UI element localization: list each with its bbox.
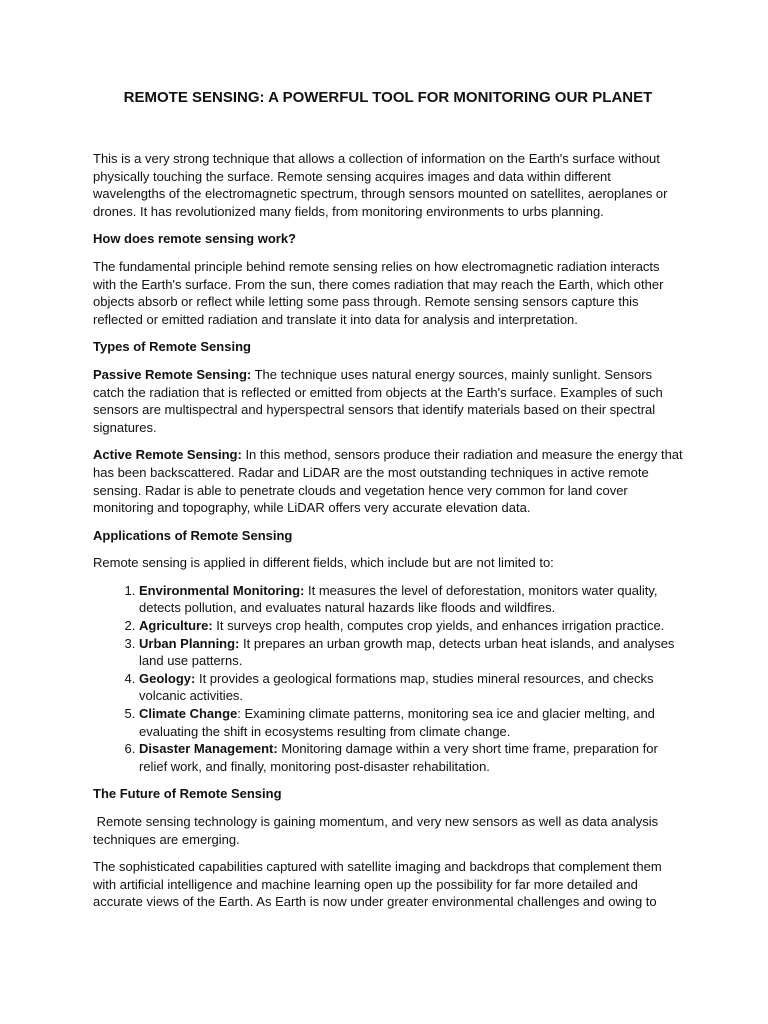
list-item-text: : Examining climate patterns, monitoring sea ice and glacier melting, and evaluating the shift in ecosystems resulting from climate change. bbox=[139, 706, 655, 739]
list-item-term: Geology: bbox=[139, 670, 196, 686]
how-heading: How does remote sensing work? bbox=[93, 231, 296, 247]
applications-heading: Applications of Remote Sensing bbox=[93, 527, 293, 543]
list-item-text: Monitoring damage within a very short time frame, preparation for relief work, and finally, monitoring post-disaster rehabilitation. bbox=[139, 741, 658, 774]
future-heading: The Future of Remote Sensing bbox=[93, 786, 282, 802]
list-item-term: Agriculture: bbox=[139, 618, 213, 634]
document-page bbox=[93, 88, 683, 921]
list-item-term: Climate Change bbox=[139, 706, 238, 722]
document-title: REMOTE SENSING: A POWERFUL TOOL FOR MONITORING OUR PLANET bbox=[123, 89, 653, 106]
applications-list bbox=[93, 582, 683, 776]
active-paragraph bbox=[93, 446, 683, 516]
passive-text: The technique uses natural energy sources, mainly sunlight. Sensors catch the radiation that is reflected or emitted from objects at the Earth's surface. Examples of such sensors are multispectral and hyperspectral sensors that identify materials based on their spectral signatures. bbox=[93, 366, 663, 435]
list-item bbox=[139, 582, 683, 617]
list-item bbox=[139, 617, 683, 635]
list-item bbox=[139, 670, 683, 705]
intro-paragraph: This is a very strong technique that allows a collection of information on the Earth's surface without physically touching the surface. Remote sensing acquires images and data within different wavelengths of the electromagnetic spectrum, through sensors mounted on satellites, aeroplanes or drones. It has revolutionized many fields, from monitoring environments to urbs planning. bbox=[93, 151, 668, 219]
list-item-term: Urban Planning: bbox=[139, 635, 240, 651]
applications-intro: Remote sensing is applied in different fields, which include but are not limited to: bbox=[93, 555, 554, 571]
list-item-text: It prepares an urban growth map, detects urban heat islands, and analyses land use patterns. bbox=[139, 635, 675, 669]
how-paragraph: The fundamental principle behind remote sensing relies on how electromagnetic radiation interacts with the Earth's surface. From the sun, there comes radiation that may reach the Earth, which other objects absorb or reflect while letting some pass through. Remote sensing sensors capture this reflected or emitted radiation and translate it into data for analysis and interpretation. bbox=[93, 258, 664, 327]
types-heading: Types of Remote Sensing bbox=[93, 339, 251, 355]
list-item-text: It measures the level of deforestation, monitors water quality, detects pollution, and evaluates natural hazards like floods and wildfires. bbox=[139, 582, 658, 616]
list-item-text: It provides a geological formations map, studies mineral resources, and checks volcanic activities. bbox=[139, 670, 654, 704]
active-term: Active Remote Sensing: bbox=[93, 447, 242, 463]
passive-term: Passive Remote Sensing: bbox=[93, 366, 252, 382]
list-item-text: It surveys crop health, computes crop yields, and enhances irrigation practice. bbox=[212, 618, 665, 634]
future-paragraph-2: The sophisticated capabilities captured with satellite imaging and backdrops that complement them with artificial intelligence and machine learning open up the possibility for far more detailed and accurate views of the Earth. As Earth is now under greater environmental challenges and owing to bbox=[93, 859, 662, 910]
active-text: In this method, sensors produce their radiation and measure the energy that has been backscattered. Radar and LiDAR are the most outstanding techniques in active remote sensing. Radar is able to penetrate clouds and vegetation hence very common for land cover monitoring and topography, while LiDAR offers very accurate elevation data. bbox=[93, 447, 683, 516]
list-item bbox=[139, 740, 683, 775]
list-item bbox=[139, 635, 683, 670]
future-paragraph-1: Remote sensing technology is gaining momentum, and very new sensors as well as data analysis techniques are emerging. bbox=[93, 814, 662, 847]
list-item-term: Disaster Management: bbox=[139, 741, 278, 757]
passive-paragraph bbox=[93, 366, 683, 436]
list-item bbox=[139, 705, 683, 740]
list-item-term: Environmental Monitoring: bbox=[139, 582, 305, 598]
